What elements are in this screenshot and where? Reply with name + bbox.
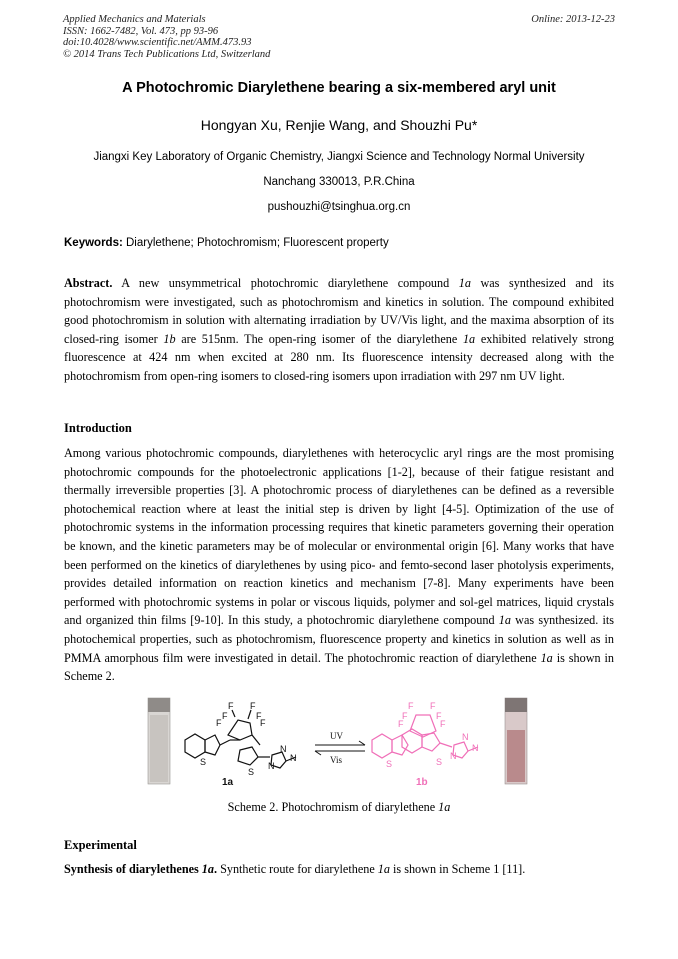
atom-label: S xyxy=(386,759,393,769)
compound-label-1a: 1a xyxy=(222,777,234,788)
atom-label: F xyxy=(256,711,262,721)
atom-label: S xyxy=(436,757,443,767)
atom-label: F xyxy=(398,719,404,729)
compound-label-1b: 1b xyxy=(416,777,428,788)
abstract-text: A new unsymmetrical photochromic diarylethene compound xyxy=(112,276,459,290)
atom-label: S xyxy=(248,767,255,777)
journal-header xyxy=(63,14,270,60)
compound-ref: 1a xyxy=(438,800,451,814)
compound-ref: 1a xyxy=(377,862,390,876)
journal-copyright: © 2014 Trans Tech Publications Ltd, Switzerland xyxy=(63,48,271,60)
keywords-text: Diarylethene; Photochromism; Fluorescent property xyxy=(122,237,389,249)
arrow-label-uv: UV xyxy=(330,731,343,741)
scheme-2-figure xyxy=(140,695,540,795)
scheme-2-caption xyxy=(0,800,678,815)
abstract-paragraph xyxy=(64,274,614,386)
abstract-text: are 515nm. The open-ring isomer of the diarylethene xyxy=(175,331,463,346)
journal-name: Applied Mechanics and Materials xyxy=(63,14,206,25)
atom-label: F xyxy=(408,701,414,711)
introduction-paragraph xyxy=(64,444,614,686)
synthesis-label xyxy=(64,862,217,876)
atom-label: F xyxy=(260,718,266,728)
abstract-text: was synthesized and its photochromism were investigated, such as photochromism and kinetics in solution. The compound exhibited good photochromism in solution with alternating irradiation by UV/Vis light, and the maxima absorption of its closed-ring isomer xyxy=(64,276,614,346)
atom-label: F xyxy=(402,711,408,721)
cuvette-closed-photo xyxy=(505,698,527,784)
atom-label: F xyxy=(430,701,436,711)
synthesis-label-text: Synthesis of diarylethenes xyxy=(64,862,202,876)
introduction-text: was synthesized. its photochemical properties, such as photochromism, fluorescence property and kinetics in solution as well as in PMMA amorphous film were investigated in detail. The photochromic reaction of diarylethene xyxy=(64,613,614,665)
atom-label: F xyxy=(440,719,446,729)
journal-doi: doi:10.4028/www.scientific.net/AMM.473.93 xyxy=(63,37,252,48)
compound-ref: 1a xyxy=(458,276,471,290)
cuvette-open-photo xyxy=(148,698,170,784)
atom-label: F xyxy=(216,718,222,728)
paper-title: A Photochromic Diarylethene bearing a six-membered aryl unit xyxy=(122,80,556,96)
introduction-text: Among various photochromic compounds, diarylethenes with heterocyclic aryl rings are the most promising photochromic compounds for the photoelectronic applications [1-2], because of their fatigue resistant and thermally irreversible properties [3]. A photochromic process of diarylethenes can be defined as a reversible photochemical reaction where at least the initial step is driven by light [4-5]. Optimization of the use of photochromic systems in the information processing requires that kinetic parameters governing their operation be known, and the kinetic parameters may be of molecular or environmental origin [6]. Many works that have been performed on the kinetics of diarylethenes by using pico- and femto-second laser photolysis experiments, provides detailed information on reaction kinetics and mechanism [7-8]. Many experiments have been performed with photochromic systems in polar or viscous liquids, polymer and sol-gel matrices, liquid crystals and organized thin films [9-10]. In this study, a photochromic diarylethene compound xyxy=(64,446,614,628)
synthesis-label-dot: . xyxy=(213,862,218,876)
scheme-2-graphic xyxy=(140,695,540,795)
caption-text: Scheme 2. Photochromism of diarylethene xyxy=(227,800,439,814)
keywords xyxy=(64,237,389,249)
atom-label: F xyxy=(250,701,256,711)
arrow-label-vis: Vis xyxy=(330,755,342,765)
introduction-text: is shown in Scheme 2. xyxy=(64,650,615,684)
atom-label: N xyxy=(280,744,287,754)
online-date: Online: 2013-12-23 xyxy=(531,14,615,25)
affiliation-line-1: Jiangxi Key Laboratory of Organic Chemistry, Jiangxi Science and Technology Normal University xyxy=(93,151,585,163)
compound-ref: 1a xyxy=(462,331,476,346)
author-email: pushouzhi@tsinghua.org.cn xyxy=(267,201,411,213)
abstract-text: exhibited relatively strong fluorescence at 424 nm when excited at 280 nm. Its fluorescence intensity decreased along with the photochromism from open-ring isomers to closed-ring isomers upon irradiation with 297 nm UV light. xyxy=(64,331,615,383)
atom-label: N xyxy=(268,761,275,771)
compound-ref: 1b xyxy=(163,331,176,346)
abstract-label: Abstract. xyxy=(64,276,113,290)
synthesis-text: is shown in Scheme 1 [11]. xyxy=(389,862,526,876)
atom-label: N xyxy=(472,743,479,753)
affiliation-line-2: Nanchang 330013, P.R.China xyxy=(263,176,415,188)
atom-label: F xyxy=(228,701,234,711)
structure-1a-atoms xyxy=(200,701,297,788)
journal-issn: ISSN: 1662-7482, Vol. 473, pp 93-96 xyxy=(63,25,219,37)
keywords-label: Keywords: xyxy=(64,237,123,249)
equilibrium-arrows xyxy=(315,741,365,755)
introduction-heading: Introduction xyxy=(64,421,132,435)
atom-label: N xyxy=(450,751,457,761)
atom-label: N xyxy=(462,732,469,742)
experimental-heading: Experimental xyxy=(64,838,137,852)
synthesis-paragraph xyxy=(64,862,525,877)
synthesis-text: Synthetic route for diarylethene xyxy=(217,862,378,876)
compound-ref: 1a xyxy=(201,862,214,876)
atom-label: F xyxy=(222,711,228,721)
atom-label: F xyxy=(436,711,442,721)
compound-ref: 1a xyxy=(540,650,553,665)
compound-ref: 1a xyxy=(498,613,511,628)
atom-label: N xyxy=(290,753,297,763)
atom-label: S xyxy=(200,757,207,767)
author-list: Hongyan Xu, Renjie Wang, and Shouzhi Pu* xyxy=(200,117,478,133)
